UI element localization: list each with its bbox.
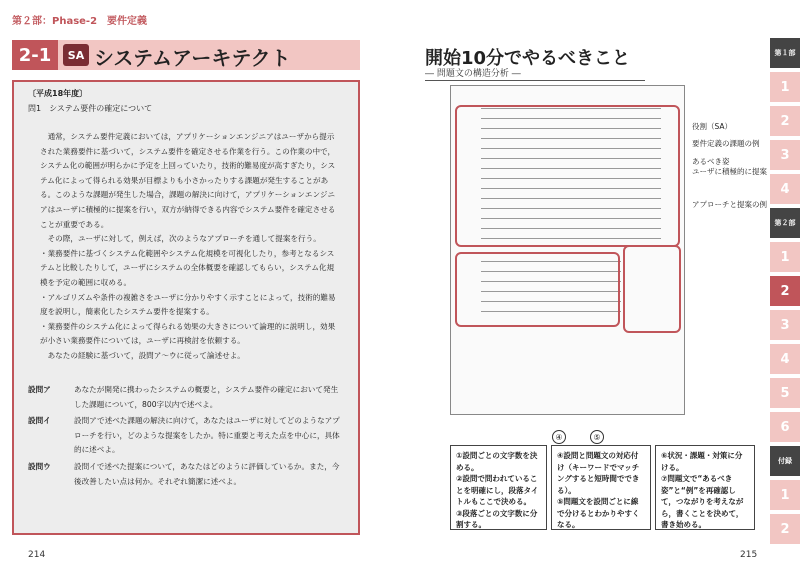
marker-5: ⑤ (590, 430, 604, 444)
question-body (40, 130, 340, 364)
body-paragraph: あなたの経験に基づいて，設問ア〜ウに従って論述せよ。 (40, 350, 245, 360)
tab-appendix[interactable]: 付録 (770, 446, 800, 476)
title-rule (425, 80, 645, 81)
tab-appendix-2[interactable]: 2 (770, 514, 800, 544)
body-bullet: ・業務要件のシステム化によって得られる効果の大きさについて論理的に説明し，効果が小さい業務要件については，ユーザに再検討を依頼する。 (40, 321, 336, 346)
annotation-role: 役割（SA） (692, 122, 733, 131)
note-box-3 (655, 445, 755, 530)
note-line: ③段落ごとの文字数に分割する。 (456, 508, 538, 529)
note-box-2 (551, 445, 651, 530)
note-line: ⑥状況・課題・対策に分ける。 (661, 451, 743, 472)
note-line: ①設問ごとの文字数を決める。 (456, 451, 538, 472)
annotation-ideal: あるべき姿 ユーザに積極的に提案 (692, 157, 767, 176)
tab-1-3[interactable]: 3 (770, 140, 800, 170)
tab-part-2[interactable]: 第２部 (770, 208, 800, 238)
body-bullet: ・アルゴリズムや条件の複雑さをユーザに分かりやすく示すことによって，技術的難易度を説明し，簡素化したシステム要件を提案する。 (40, 292, 336, 317)
note-line: ②設問で問われていることを明確にし，段落タイトルもここで決める。 (456, 474, 539, 506)
sub-question-label: 設問ウ (28, 461, 51, 471)
page-number-left: 214 (28, 550, 46, 560)
note-box-1 (450, 445, 547, 530)
tab-2-4[interactable]: 4 (770, 344, 800, 374)
sub-question-text: 設問イで述べた提案について，あなたはどのように評価しているか。また，今後改善したい点は何か。それぞれ簡潔に述べよ。 (74, 461, 340, 486)
sub-question-text: あなたが開発に携わったシステムの概要と，システム要件の確定において発生した課題について，800字以内で述べよ。 (74, 385, 339, 409)
sub-question-text: 設問アで述べた課題の解決に向けて，あなたはユーザに対してどのようなアプローチを行い，どのような提案をしたか。特に重要と考えた点を中心に，具体的に述べよ。 (74, 416, 340, 455)
question-label: 問1 システム要件の確定について (28, 104, 153, 113)
right-subtitle: ― 問題文の構造分析 ― (425, 69, 521, 79)
page-number-right: 215 (740, 550, 758, 560)
sub-question-label: 設問イ (28, 416, 51, 426)
exam-year: 〔平成18年度〕 (28, 89, 88, 98)
page-title: システムアーキテクト (94, 46, 291, 70)
body-bullet: ・業務要件に基づくシステム化範囲やシステム化規模を可視化したり，参考となるシステムと比較したりして，ユーザにシステムの全体概要を確認してもらい，システム化規模を予定の範囲に収める。 (40, 248, 335, 287)
annotation-approach: アプローチと提案の例 (692, 200, 767, 209)
body-paragraph: 通常，システム要件定義においては，アプリケーションエンジニアはユーザから提示された業務要件に基づいて，システム要件を確定させる作業を行う。この作業の中で，システム化の範囲が明らかに予定を上回っていたり，技術的難易度が高すぎたり，システム化によって得られる効果が目標よりも小さかったりする課題が発生することがある。このような課題が発生した場合，課題の解決に向けて，アプリケーションエンジニアはユーザに積極的に提案を行い，双方が納得できる内容でシステム要件を確定させることが重要である。 (40, 132, 336, 229)
note-line: ④設問と問題文の対応付け（キーワードでマッチングすると短時間でできる）。 (557, 451, 640, 495)
right-page (400, 0, 800, 567)
marker-4: ④ (552, 430, 566, 444)
sub-questions (28, 383, 343, 491)
sub-question (28, 383, 343, 412)
tab-2-6[interactable]: 6 (770, 412, 800, 442)
tab-1-2[interactable]: 2 (770, 106, 800, 136)
tab-2-5[interactable]: 5 (770, 378, 800, 408)
tab-1-4[interactable]: 4 (770, 174, 800, 204)
side-note-highlight-box (623, 245, 681, 333)
tab-2-2[interactable]: 2 (770, 276, 800, 306)
sa-badge: SA (63, 44, 89, 66)
sub-question-highlight-box (455, 252, 620, 327)
section-number: 2-1 (12, 40, 58, 70)
note-line: ⑤問題文を設問ごとに線で分けるとわかりやすくなる。 (557, 497, 640, 529)
tab-2-3[interactable]: 3 (770, 310, 800, 340)
tab-2-1[interactable]: 1 (770, 242, 800, 272)
body-highlight-box (455, 105, 680, 247)
right-title: 開始10分でやるべきこと (425, 48, 631, 69)
body-paragraph: その際，ユーザに対して，例えば，次のようなアプローチを通して提案を行う。 (40, 234, 321, 244)
sub-question (28, 460, 343, 489)
note-line: ⑦問題文で“あるべき姿”と“例”を再確認して，つながりを考えながら，書くことを決めて，書き始める。 (661, 474, 744, 529)
sub-question (28, 414, 343, 458)
annotation-issue-example: 要件定義の課題の例 (692, 139, 760, 148)
tab-appendix-1[interactable]: 1 (770, 480, 800, 510)
tab-part-1[interactable]: 第１部 (770, 38, 800, 68)
sub-question-label: 設問ア (28, 385, 51, 394)
tab-1-1[interactable]: 1 (770, 72, 800, 102)
running-head: 第２部：Phase-2 要件定義 (12, 16, 148, 27)
